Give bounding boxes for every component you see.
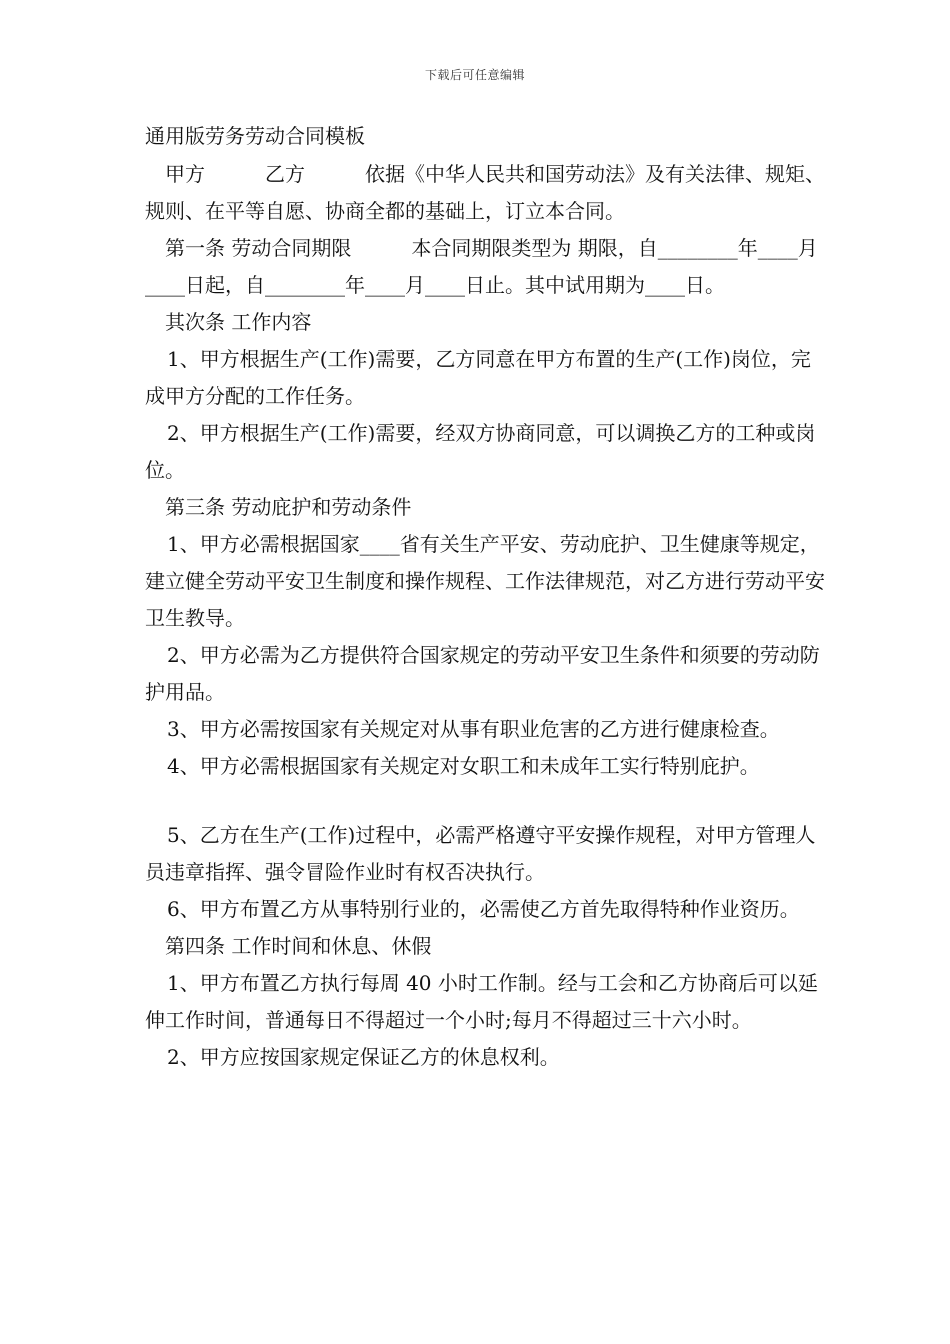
- paragraph-3-3: 3、甲方必需按国家有关规定对从事有职业危害的乙方进行健康检查。: [167, 717, 780, 741]
- paragraph-article-1: 第一条 劳动合同期限 本合同期限类型为 期限，自________年____月____日起，自________年____月____日止。其中试用期为____日。: [145, 236, 818, 297]
- paragraph-3-1: 1、甲方必需根据国家____省有关生产平安、劳动庇护、卫生健康等规定，建立健全劳动平安卫生制度和操作规程、工作法律规范，对乙方进行劳动平安卫生教导。: [145, 532, 825, 630]
- paragraph-4-2: 2、甲方应按国家规定保证乙方的休息权利。: [167, 1045, 560, 1069]
- heading-article-2: 其次条 工作内容: [165, 310, 312, 334]
- header-note: 下载后可任意编辑: [424, 68, 525, 82]
- document-body: [145, 118, 825, 1076]
- paragraph-3-4: 4、甲方必需根据国家有关规定对女职工和未成年工实行特别庇护。: [167, 754, 760, 778]
- paragraph-4-1: 1、甲方布置乙方执行每周 40 小时工作制。经与工会和乙方协商后可以延伸工作时间，普通每日不得超过一个小时;每月不得超过三十六小时。: [145, 971, 818, 1032]
- document-title: 通用版劳务劳动合同模板: [145, 124, 365, 148]
- paragraph-3-6: 6、甲方布置乙方从事特别行业的，必需使乙方首先取得特种作业资历。: [167, 897, 800, 921]
- heading-article-3: 第三条 劳动庇护和劳动条件: [165, 495, 412, 519]
- heading-article-4: 第四条 工作时间和休息、休假: [165, 934, 432, 958]
- paragraph-3-5: 5、乙方在生产(工作)过程中，必需严格遵守平安操作规程，对甲方管理人员违章指挥、强令冒险作业时有权否决执行。: [145, 823, 816, 884]
- paragraph-2-1: 1、甲方根据生产(工作)需要，乙方同意在甲方布置的生产(工作)岗位，完成甲方分配的工作任务。: [145, 347, 811, 408]
- paragraph-parties: 甲方 乙方 依据《中华人民共和国劳动法》及有关法律、规矩、规则、在平等自愿、协商全都的基础上，订立本合同。: [145, 162, 825, 223]
- paragraph-2-2: 2、甲方根据生产(工作)需要，经双方协商同意，可以调换乙方的工种或岗位。: [145, 421, 816, 482]
- paragraph-gap: [145, 785, 825, 817]
- paragraph-3-2: 2、甲方必需为乙方提供符合国家规定的劳动平安卫生条件和须要的劳动防护用品。: [145, 643, 820, 704]
